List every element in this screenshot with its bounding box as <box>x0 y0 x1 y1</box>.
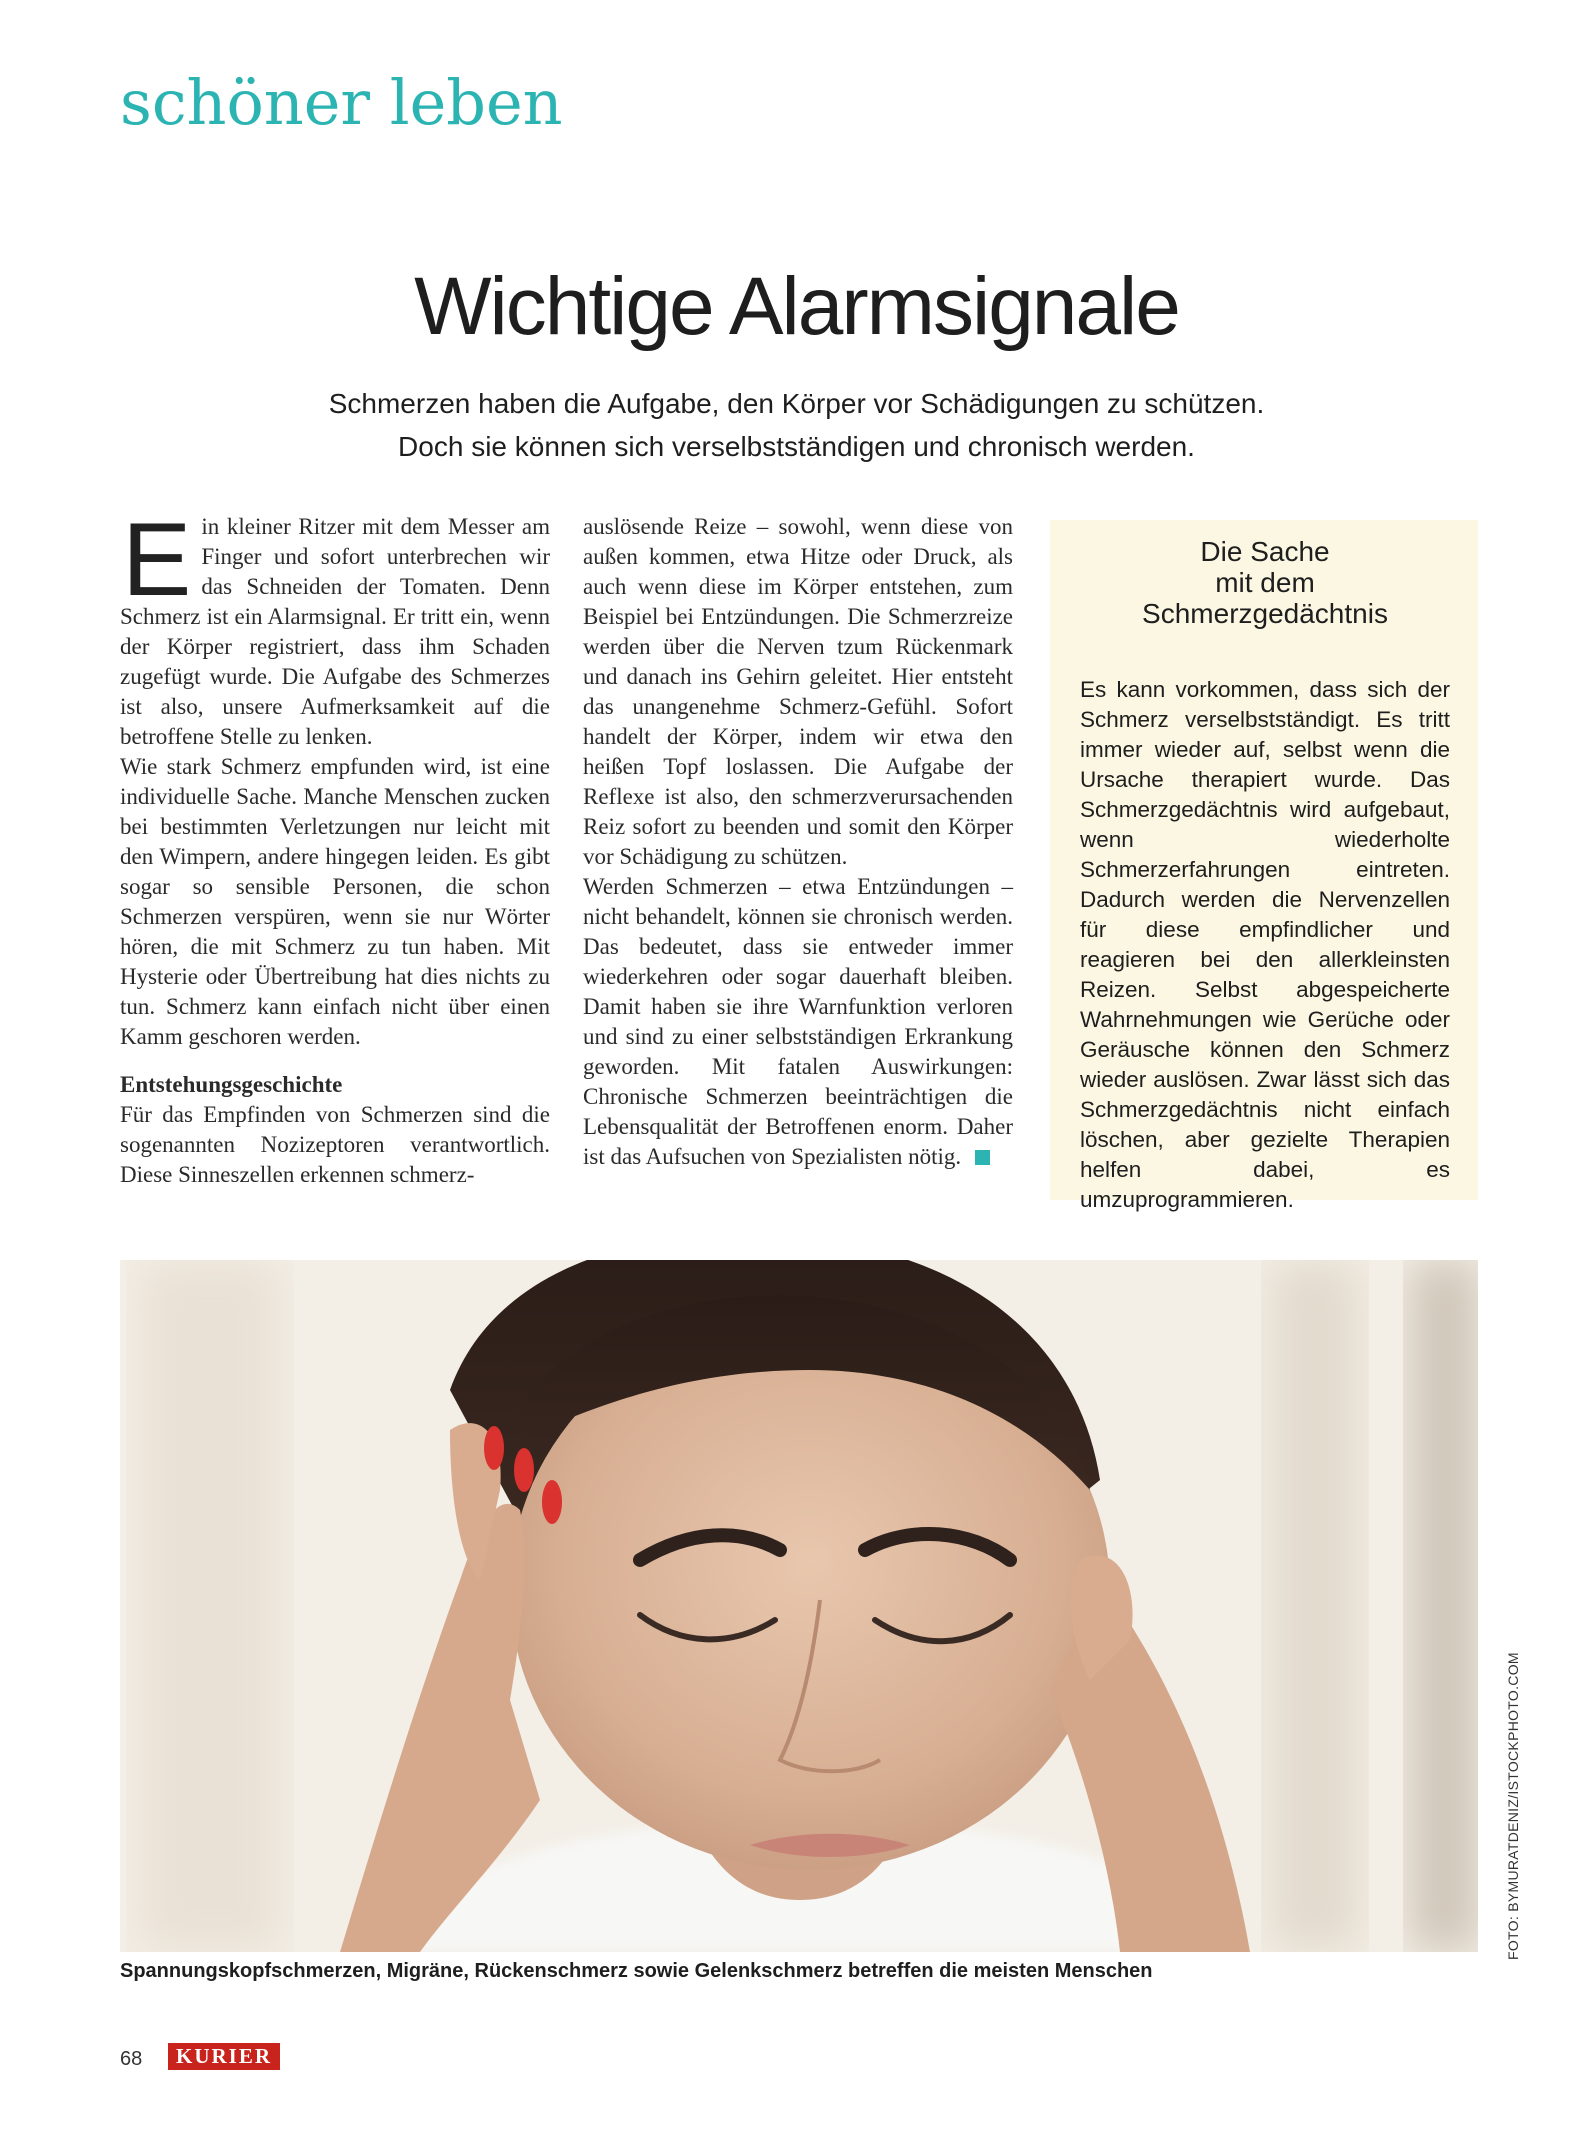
article-subline <box>0 382 1593 468</box>
article-headline: Wichtige Alarmsignale <box>414 261 1179 352</box>
subline-line-1: Schmerzen haben die Aufgabe, den Körper vor Schädigungen zu schützen. <box>328 388 1265 419</box>
paragraph-intro-text: in kleiner Ritzer mit dem Messer am Finger und sofort unterbrechen wir das Schneiden der Tomaten. Denn Schmerz ist ein Alarmsignal. Er tritt ein, wenn der Körper registriert, dass ihm Schaden zugefügt wurde. Die Aufgabe des Schmerzes ist also, unsere Aufmerksamkeit auf die betroffene Stelle zu lenken. <box>120 514 550 749</box>
end-mark-icon <box>975 1150 990 1165</box>
sidebar-title-line: Schmerzgedächtnis <box>1142 598 1388 629</box>
photo-caption: Spannungskopfschmerzen, Migräne, Rückenschmerz sowie Gelenkschmerz betreffen die meisten Menschen <box>120 1960 1153 1982</box>
sidebar-title <box>1080 536 1450 629</box>
brand-logo: KURIER <box>168 2043 280 2070</box>
paragraph-intro <box>120 502 550 752</box>
sidebar-title-line: Die Sache <box>1200 536 1330 567</box>
section-logo-text: schöner leben <box>120 66 563 139</box>
article-column-1 <box>120 502 550 1190</box>
section-logo <box>120 66 563 139</box>
sidebar-box <box>1050 520 1478 1212</box>
article-column-2 <box>583 512 1013 1172</box>
drop-cap: E <box>122 502 192 618</box>
sidebar-text: Es kann vorkommen, dass sich der Schmerz verselbstständigt. Es tritt immer wieder auf, selbst wenn die Ursache therapiert wurde. Das Schmerzgedächtnis wird aufgebaut, wenn wiederholte Schmerzerfahrungen eintreten. Dadurch werden die Nervenzellen für diese empfindlicher und reagieren bei den allerkleinsten Reizen. Selbst abgespeicherte Wahrnehmungen wie Gerüche oder Geräusche können den Schmerz wieder auslösen. Zwar lässt sich das Schmerzgedächtnis nicht einfach löschen, aber gezielte Therapien helfen dabei, es umzuprogrammieren. <box>1080 677 1450 1212</box>
paragraph-final <box>583 872 1013 1172</box>
sidebar-title-line: mit dem <box>1215 567 1315 598</box>
subline-line-2: Doch sie können sich verselbstständigen und chronisch werden. <box>398 431 1195 462</box>
article-photo <box>120 1260 1478 1952</box>
subhead: Entstehungsgeschichte <box>120 1072 343 1097</box>
paragraph: auslösende Reize – sowohl, wenn diese von außen kommen, etwa Hitze oder Druck, als auch wenn diese im Körper entstehen, zum Beispiel bei Entzündungen. Die Schmerzreize werden über die Nerven tzum Rückenmark und danach ins Gehirn geleitet. Hier entsteht das unangenehme Schmerz-Gefühl. Sofort handelt der Körper, indem wir etwa den heißen Topf loslassen. Die Aufgabe der Reflexe ist also, den schmerzverursachenden Reiz sofort zu beenden und somit den Körper vor Schädigung zu schützen. <box>583 514 1013 869</box>
page-number: 68 <box>120 2048 143 2070</box>
photo-credit: FOTO: BYMURATDENIZ/ISTOCKPHOTO.COM <box>1505 1652 1521 1960</box>
paragraph-final-text: Werden Schmerzen – etwa Entzündungen – nicht behandelt, können sie chronisch werden. Das bedeutet, dass sie entweder immer wiederkehren oder sogar dauerhaft bleiben. Damit haben sie ihre Warnfunktion verloren und sind zu einer selbstständigen Erkrankung geworden. Mit fatalen Auswirkungen: Chronische Schmerzen beeinträchtigen die Lebensqualität der Betroffenen enorm. Daher ist das Aufsuchen von Spezialisten nötig. <box>583 874 1013 1169</box>
paragraph: Für das Empfinden von Schmerzen sind die sogenannten Nozizeptoren verantwortlich. Diese Sinneszellen erkennen schmerz- <box>120 1102 550 1187</box>
photo-illustration <box>120 1260 1478 1952</box>
paragraph: Wie stark Schmerz empfunden wird, ist eine individuelle Sache. Manche Menschen zucken bei bestimmten Verletzungen nur leicht mit den Wimpern, andere hingegen leiden. Es gibt sogar so sensible Personen, die schon Schmerzen verspüren, wenn sie nur Wörter hören, die mit Schmerz zu tun haben. Mit Hysterie oder Übertreibung hat dies nichts zu tun. Schmerz kann einfach nicht über einen Kamm geschoren werden. <box>120 754 550 1049</box>
